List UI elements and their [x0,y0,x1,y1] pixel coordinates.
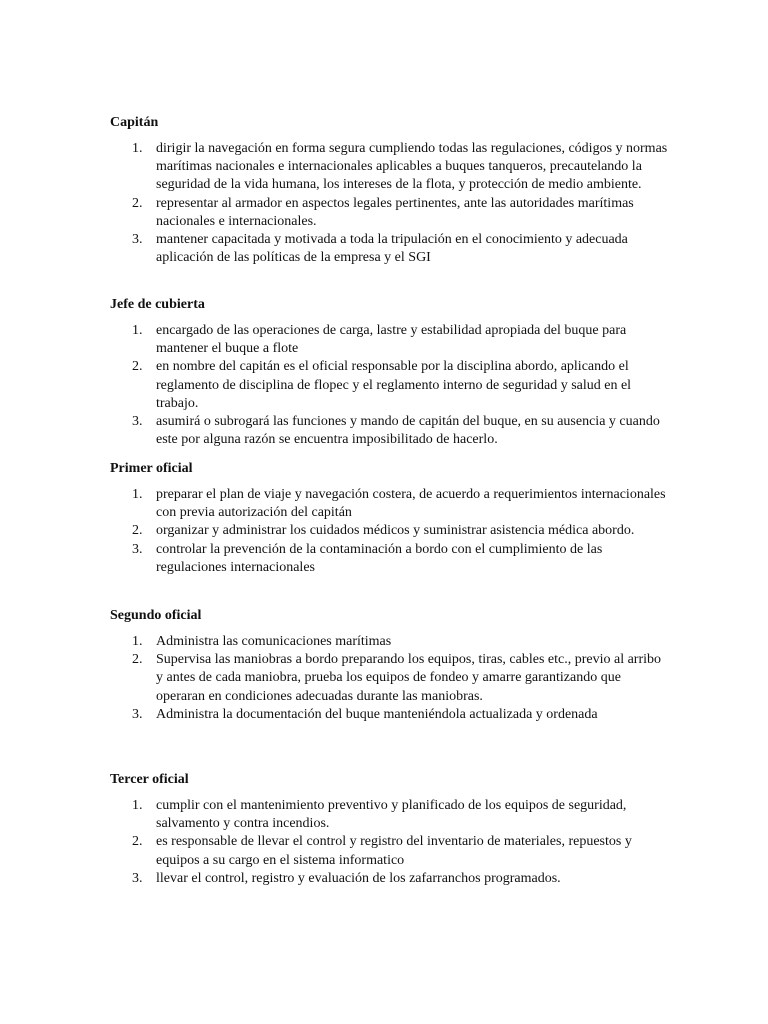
list-item-text: controlar la prevención de la contaminación a bordo con el cumplimiento de las regulaciones internacionales [156,541,603,575]
list-item: 1. Administra las comunicaciones marítimas [132,634,392,649]
list-item-text: Administra las comunicaciones marítimas [156,634,392,649]
section-primer-oficial [110,460,670,577]
list-item: 3. asumirá o subrogará las funciones y mando de capitán del buque, en su ausencia y cuando este por alguna razón se encuentra imposibilitado de hacerlo. [132,414,660,448]
list-item-text: es responsable de llevar el control y registro del inventario de materiales, repuestos y equipos a su cargo en el sistema informatico [156,834,632,868]
numbered-list [110,486,670,577]
list-item: 2. es responsable de llevar el control y registro del inventario de materiales, repuestos y equipos a su cargo en el sistema informatico [132,834,632,868]
list-item-text: asumirá o subrogará las funciones y mando de capitán del buque, en su ausencia y cuando este por alguna razón se encuentra imposibilitado de hacerlo. [156,414,660,448]
numbered-list [110,633,670,724]
list-item: 3. llevar el control, registro y evaluación de los zafarranchos programados. [132,870,561,886]
list-item-text: llevar el control, registro y evaluación de los zafarranchos programados. [156,870,561,886]
list-item: 3. controlar la prevención de la contaminación a bordo con el cumplimiento de las regulaciones internacionales [132,541,603,575]
list-item: 2. organizar y administrar los cuidados médicos y suministrar asistencia médica abordo. [132,523,635,539]
section-heading: Segundo oficial [110,608,202,623]
section-heading: Tercer oficial [110,772,189,787]
numbered-list [110,322,670,449]
list-item: 1. cumplir con el mantenimiento preventivo y planificado de los equipos de seguridad, salvamento y contra incendios. [132,798,627,832]
list-item-text: cumplir con el mantenimiento preventivo y planificado de los equipos de seguridad, salvamento y contra incendios. [156,798,627,832]
section-heading: Primer oficial [110,461,193,476]
list-item-text: dirigir la navegación en forma segura cumpliendo todas las regulaciones, códigos y normas marítimas nacionales e internacionales aplicables a buques tanqueros, precautelando la seguridad de la vida humana, los intereses de la flota, y protección de medio ambiente. [156,141,668,193]
numbered-list [110,140,670,267]
list-item: 1. encargado de las operaciones de carga, lastre y estabilidad apropiada del buque para mantener el buque a flote [132,323,627,357]
list-item: 1. preparar el plan de viaje y navegación costera, de acuerdo a requerimientos internacionales con previa autorización del capitán [132,487,666,521]
section-capitan [110,114,670,267]
section-jefe-de-cubierta [110,296,670,449]
list-item-text: encargado de las operaciones de carga, lastre y estabilidad apropiada del buque para mantener el buque a flote [156,323,627,357]
list-item-text: representar al armador en aspectos legales pertinentes, ante las autoridades marítimas nacionales e internacionales. [156,195,634,229]
list-item: 2. Supervisa las maniobras a bordo preparando los equipos, tiras, cables etc., previo al arribo y antes de cada maniobra, prueba los equipos de fondeo y amarre garantizando que operaran en condiciones adecuadas durante las maniobras. [132,652,662,704]
list-item: 1. dirigir la navegación en forma segura cumpliendo todas las regulaciones, códigos y normas marítimas nacionales e internacionales aplicables a buques tanqueros, precautelando la seguridad de la vida humana, los intereses de la flota, y protección de medio ambiente. [132,141,668,193]
numbered-list [110,797,670,888]
section-segundo-oficial [110,607,670,724]
list-item: 3. Administra la documentación del buque manteniéndola actualizada y ordenada [132,706,598,722]
section-heading: Capitán [110,115,159,130]
list-item-text: en nombre del capitán es el oficial responsable por la disciplina abordo, aplicando el reglamento de disciplina de flopec y el reglamento interno de seguridad y salud en el trabajo. [156,359,632,411]
list-item-text: organizar y administrar los cuidados médicos y suministrar asistencia médica abordo. [156,523,635,539]
list-item: 3. mantener capacitada y motivada a toda la tripulación en el conocimiento y adecuada aplicación de las políticas de la empresa y el SGI [132,232,628,266]
list-item-text: Administra la documentación del buque manteniéndola actualizada y ordenada [156,706,598,722]
list-item: 2. en nombre del capitán es el oficial responsable por la disciplina abordo, aplicando el reglamento de disciplina de flopec y el reglamento interno de seguridad y salud en el trabajo. [132,359,632,411]
list-item-text: preparar el plan de viaje y navegación costera, de acuerdo a requerimientos internacionales con previa autorización del capitán [156,487,666,521]
list-item: 2. representar al armador en aspectos legales pertinentes, ante las autoridades marítimas nacionales e internacionales. [132,195,634,229]
section-tercer-oficial [110,771,670,888]
list-item-text: Supervisa las maniobras a bordo preparando los equipos, tiras, cables etc., previo al arribo y antes de cada maniobra, prueba los equipos de fondeo y amarre garantizando que operaran en condiciones adecuadas durante las maniobras. [156,652,662,704]
section-heading: Jefe de cubierta [110,297,205,312]
list-item-text: mantener capacitada y motivada a toda la tripulación en el conocimiento y adecuada aplicación de las políticas de la empresa y el SGI [156,232,628,266]
